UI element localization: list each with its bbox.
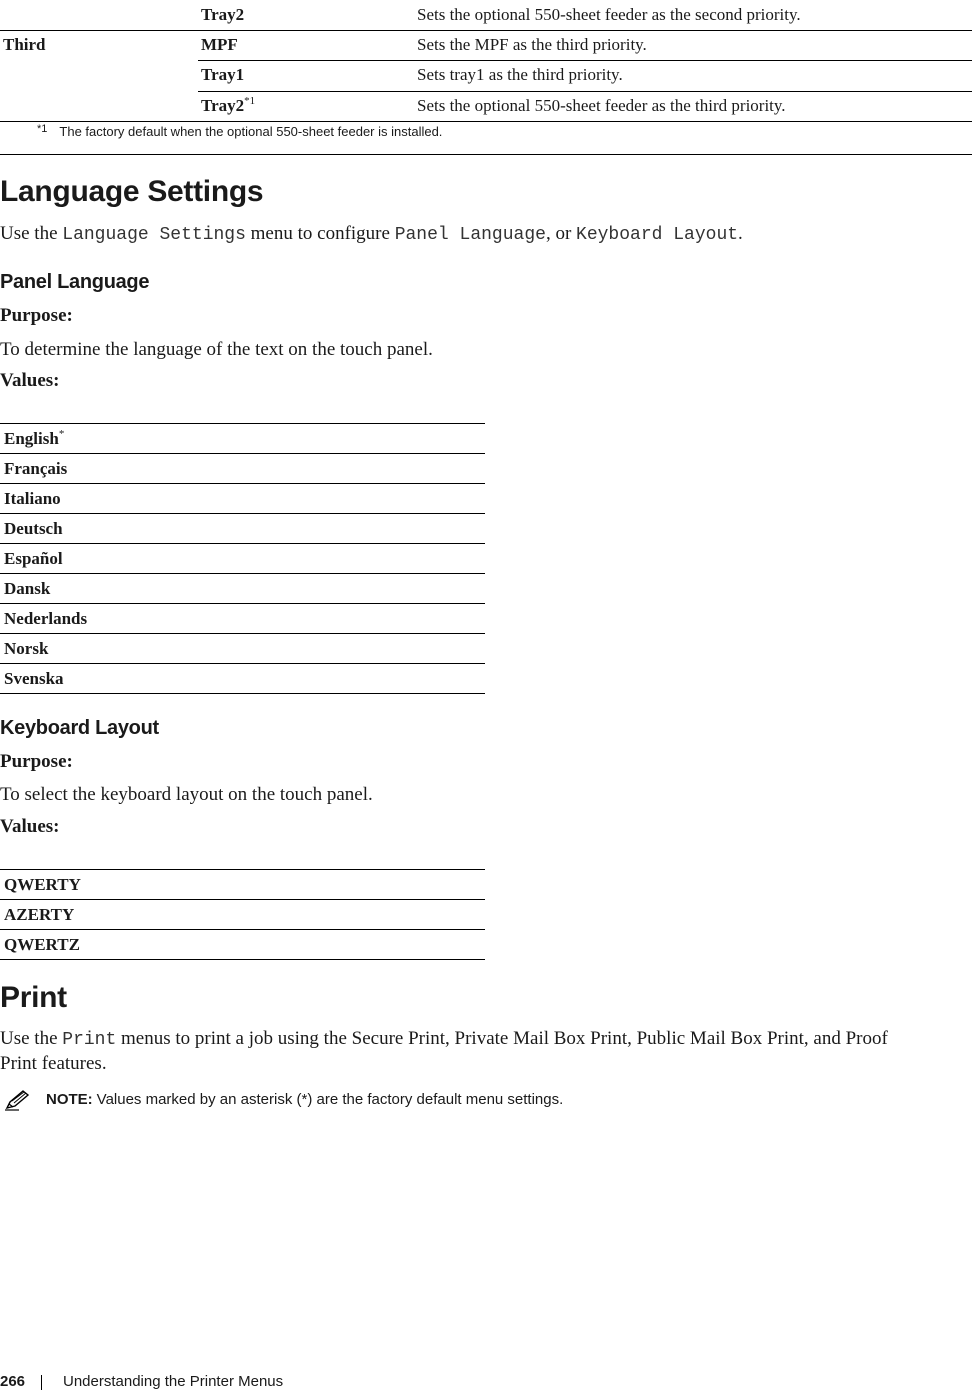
table-divider <box>0 154 972 155</box>
value-cell: Deutsch <box>4 519 63 538</box>
purpose-text: To select the keyboard layout on the touch panel. <box>0 784 373 805</box>
purpose-label: Purpose: <box>0 751 73 772</box>
value-cell: Dansk <box>4 579 51 598</box>
value-cell: QWERTZ <box>4 935 80 954</box>
table-row <box>0 634 485 664</box>
value-cell: AZERTY <box>4 905 75 924</box>
value-cell: Svenska <box>4 669 64 688</box>
value-cell: Français <box>4 459 68 478</box>
tray-description: Sets the MPF as the third priority. <box>417 35 647 54</box>
values-label: Values: <box>0 816 60 837</box>
note-box <box>0 1087 972 1113</box>
print-intro: Use the Print menus to print a job using the Secure Print, Private Mail Box Print, Public Mail Box Print, and Proof Print features. <box>0 1028 888 1074</box>
table-row <box>0 514 485 544</box>
tray-name: Tray1 <box>201 65 245 84</box>
purpose-text: To determine the language of the text on the touch panel. <box>0 339 433 360</box>
section-heading-language-settings: Language Settings <box>0 175 264 208</box>
table-row <box>0 544 485 574</box>
tray-name: Tray2 <box>201 5 245 24</box>
keyboard-layout-values-table <box>0 869 485 960</box>
tray-name: MPF <box>201 35 238 54</box>
chapter-title: Understanding the Printer Menus <box>63 1373 284 1390</box>
value-cell: Italiano <box>4 489 61 508</box>
note-text: NOTE: Values marked by an asterisk (*) are the factory default menu settings. <box>46 1091 564 1108</box>
value-cell: Español <box>4 549 63 568</box>
table-row <box>0 574 485 604</box>
pencil-note-icon <box>4 1089 30 1111</box>
table-row <box>0 930 485 960</box>
subsection-heading-panel-language: Panel Language <box>0 271 150 293</box>
value-cell: Norsk <box>4 639 49 658</box>
table-row <box>0 61 972 91</box>
table-row <box>0 900 485 930</box>
subsection-heading-keyboard-layout: Keyboard Layout <box>0 717 159 739</box>
tray-name: Tray2$^{*1}$ <box>201 95 256 115</box>
section-heading-print: Print <box>0 981 67 1014</box>
values-label: Values: <box>0 370 60 391</box>
footer-divider <box>41 1375 42 1390</box>
table-row <box>0 424 485 454</box>
table-row <box>0 664 485 694</box>
page-number: 266 <box>0 1373 26 1390</box>
table-row <box>0 454 485 484</box>
value-cell: QWERTY <box>4 875 81 894</box>
table-row <box>0 604 485 634</box>
language-settings-intro: Use the Language Settings menu to configure Panel Language, or Keyboard Layout. <box>0 223 743 245</box>
table-divider <box>0 121 972 122</box>
panel-language-values-table <box>0 423 485 694</box>
tray-description: Sets the optional 550-sheet feeder as the second priority. <box>417 5 801 24</box>
table-footnote <box>37 124 442 139</box>
table-row <box>0 484 485 514</box>
value-cell: English* <box>4 428 65 448</box>
table-row <box>0 92 972 122</box>
page-footer <box>0 1373 284 1390</box>
purpose-label: Purpose: <box>0 305 73 326</box>
tray-description: Sets the optional 550-sheet feeder as the third priority. <box>417 96 786 115</box>
table-row <box>0 31 972 61</box>
table-row <box>0 0 972 30</box>
footnote-text: The factory default when the optional 550-sheet feeder is installed. <box>59 124 443 139</box>
priority-label: Third <box>3 35 46 54</box>
footnote-mark: *1 <box>37 123 48 135</box>
table-row <box>0 870 485 900</box>
tray-description: Sets tray1 as the third priority. <box>417 65 623 84</box>
value-cell: Nederlands <box>4 609 88 628</box>
